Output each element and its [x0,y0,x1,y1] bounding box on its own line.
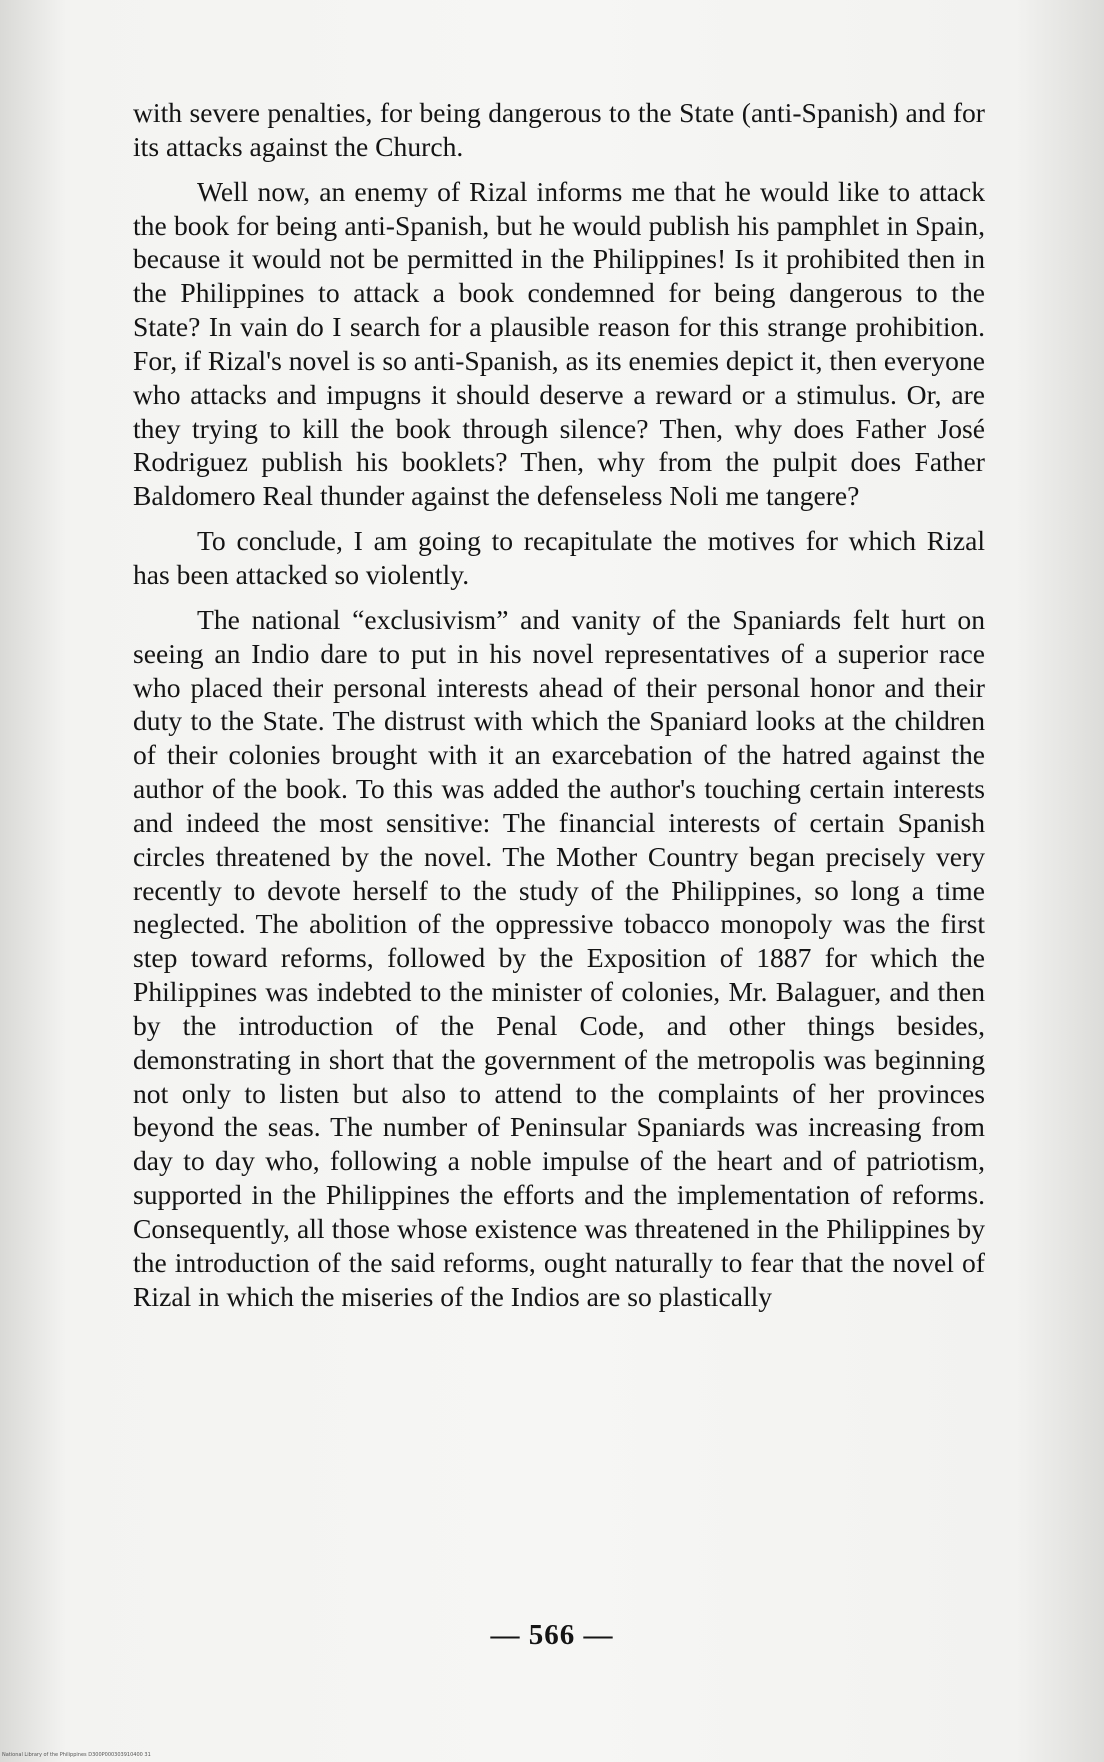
archive-footer-note: National Library of the Philippines D300P000303910400 31 [2,1752,151,1758]
paragraph-3: To conclude, I am going to recapitulate the motives for which Rizal has been attacked so violently. [133,525,985,590]
page-number: — 566 — [490,1619,614,1651]
paragraph-1: with severe penalties, for being dangerous to the State (anti-Spanish) and for its attacks against the Church. [133,97,985,162]
paragraph-4: The national “exclusivism” and vanity of the Spaniards felt hurt on seeing an Indio dare to put in his novel representatives of a superior race who placed their personal interests ahead of their personal honor and their duty to the State. The distrust with which the Spaniard looks at the children of their colonies brought with it an exarcebation of the hatred against the author of the book. To this was added the author's touching certain interests and indeed the most sensitive: The financial interests of certain Spanish circles threatened by the novel. The Mother Country began precisely very recently to devote herself to the study of the Philippines, so long a time neglected. The abolition of the oppressive tobacco monopoly was the first step toward reforms, followed by the Exposition of 1887 for which the Philippines was indebted to the minister of colonies, Mr. Balaguer, and then by the introduction of the Penal Code, and other things besides, demonstrating in short that the government of the metropolis was beginning not only to listen but also to attend to the complaints of her provinces beyond the seas. The number of Peninsular Spaniards was increasing from day to day who, following a noble impulse of the heart and of patriotism, supported in the Philippines the efforts and the implementation of reforms. Consequently, all those whose existence was threatened in the Philippines by the introduction of the said reforms, ought naturally to fear that the novel of Rizal in which the miseries of the Indios are so plastically [133,603,985,1312]
paragraph-2: Well now, an enemy of Rizal informs me that he would like to attack the book for being anti-Spanish, but he would publish his pamphlet in Spain, because it would not be permitted in the Philippines! Is it prohibited then in the Philippines to attack a book condemned for being dangerous to the State? In vain do I search for a plausible reason for this strange prohibition. For, if Rizal's novel is so anti-Spanish, as its enemies depict it, then everyone who attacks and impugns it should deserve a reward or a stimulus. Or, are they trying to kill the book through silence? Then, why does Father José Rodriguez publish his booklets? Then, why from the pulpit does Father Baldomero Real thunder against the defenseless Noli me tangere? [133,175,985,512]
body-text [133,96,985,1314]
